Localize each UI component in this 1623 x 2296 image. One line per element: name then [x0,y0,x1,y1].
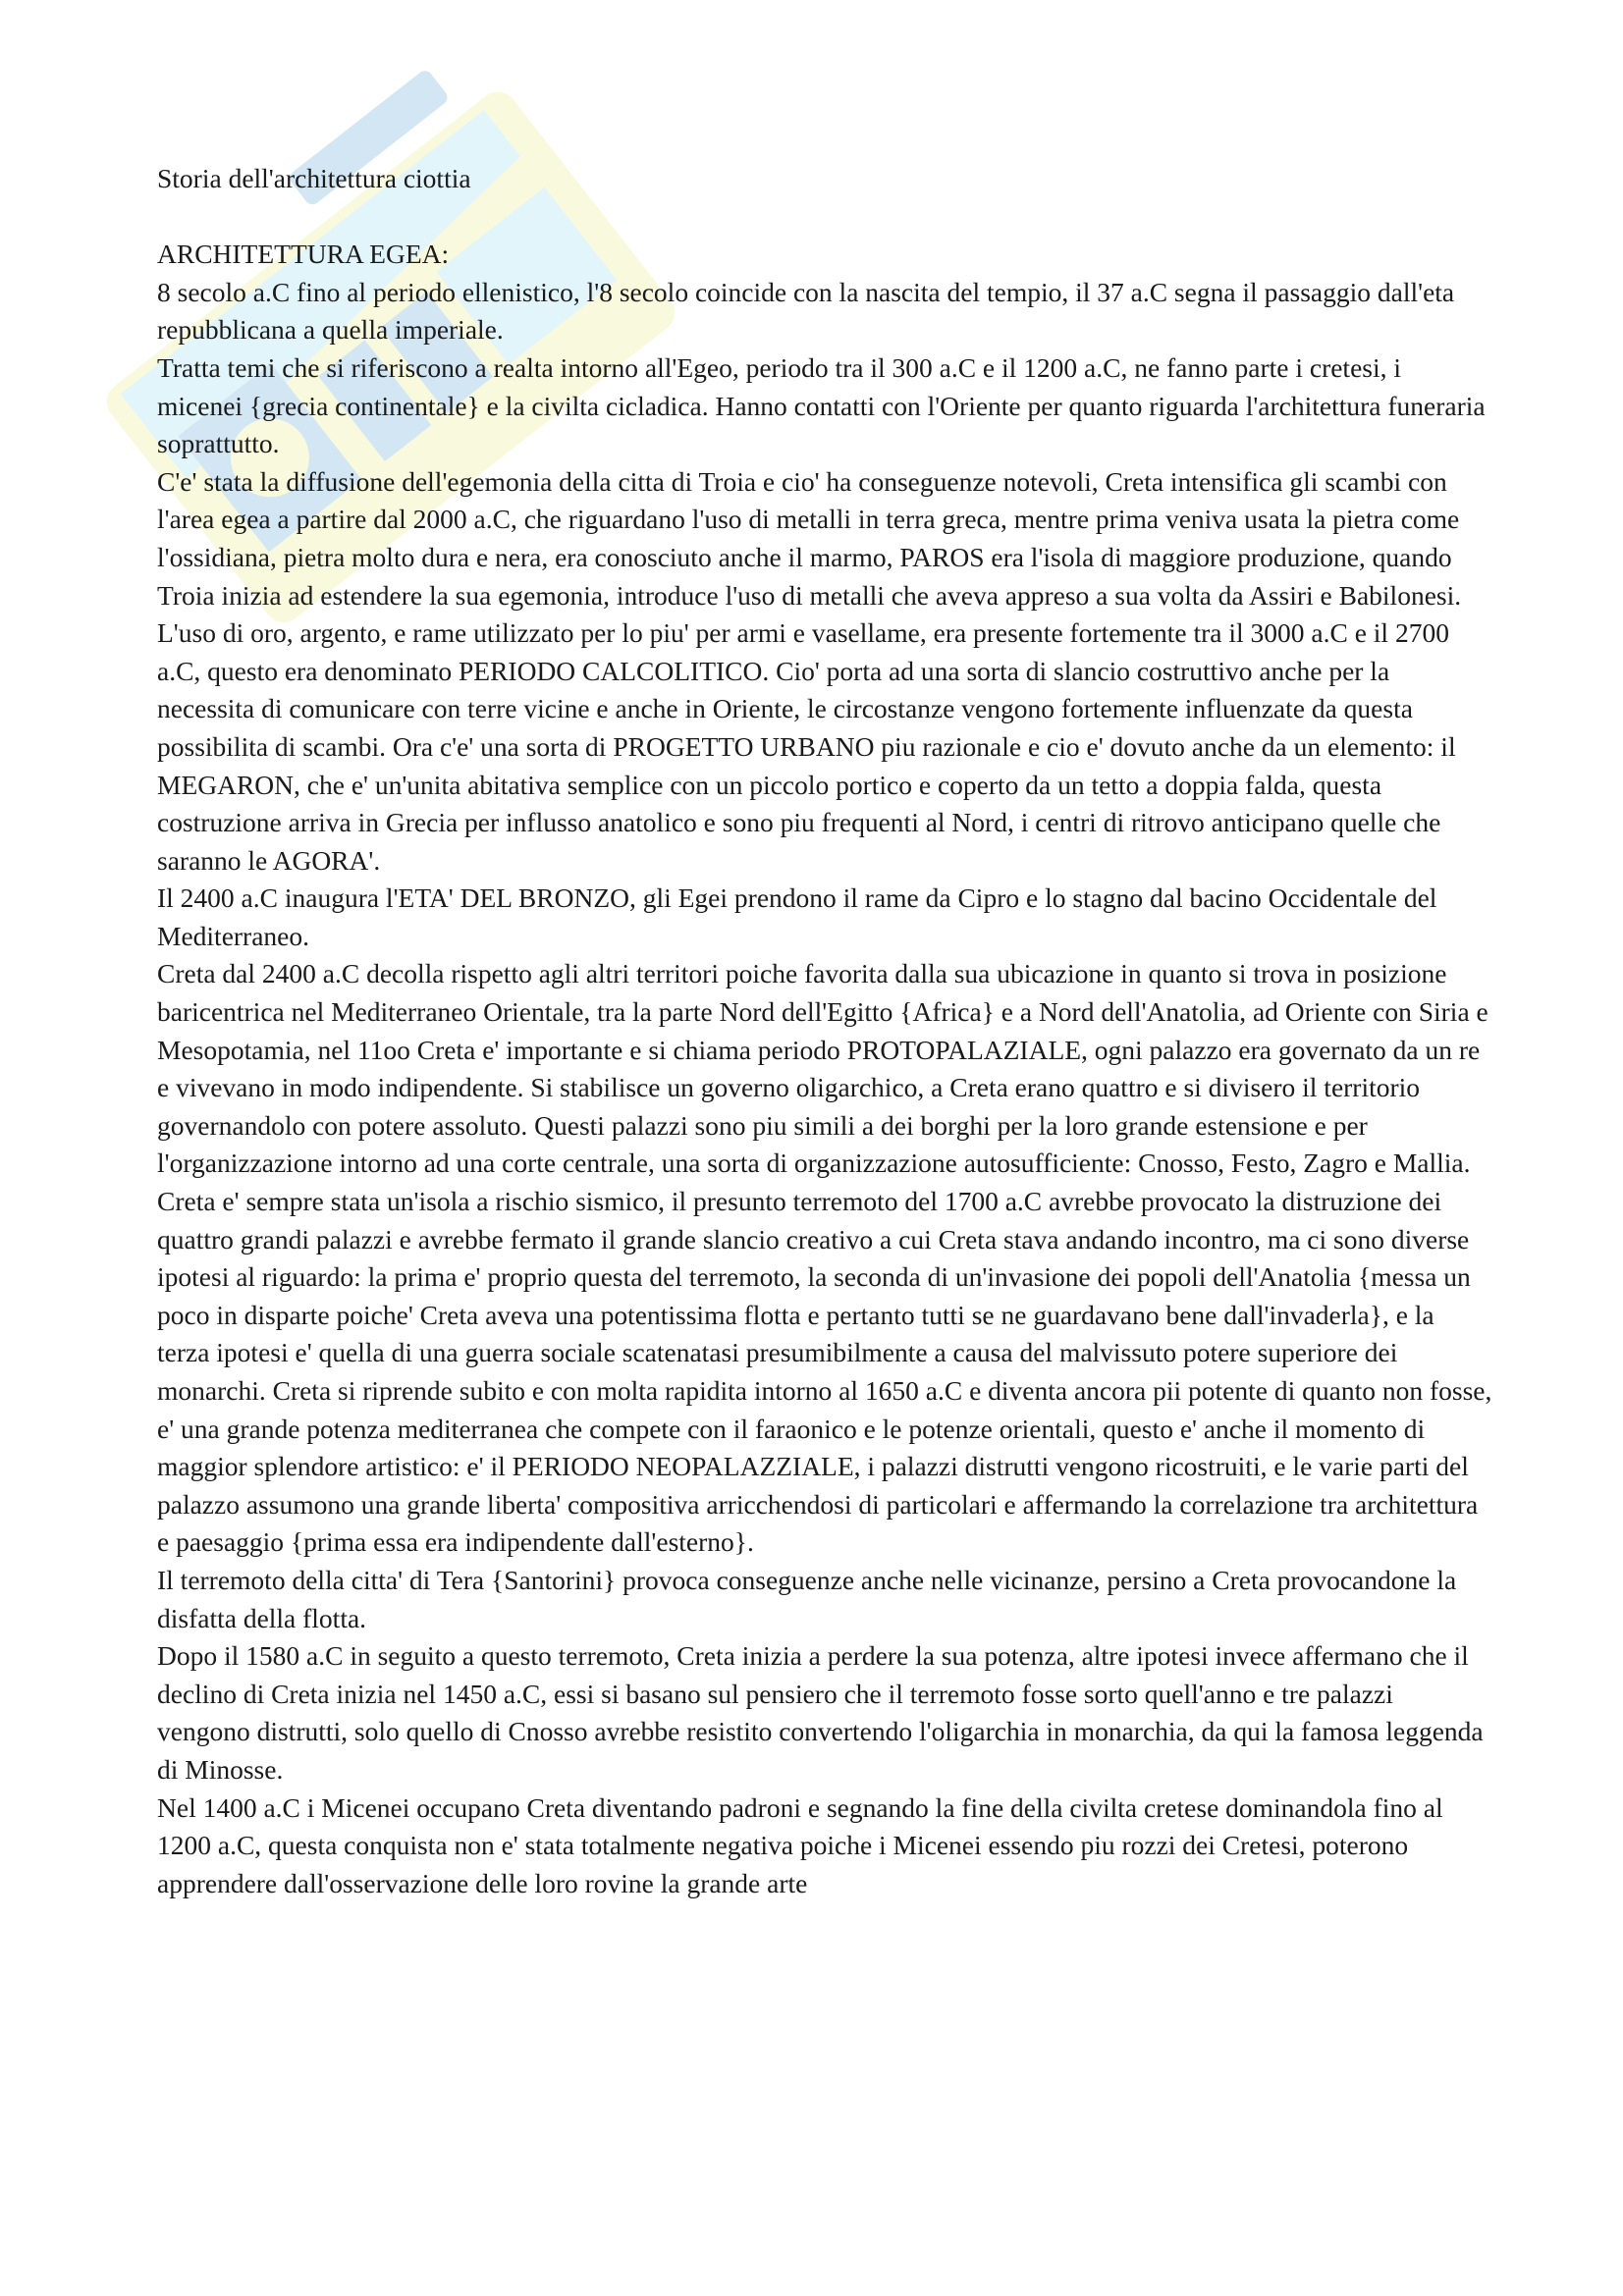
document-title: Storia dell'architettura ciottia [157,163,471,193]
paragraph: L'uso di oro, argento, e rame utilizzato per lo piu' per armi e vasellame, era presente fortemente tra il 3000 a.C e il 2700 a.C, questo era denominato PERIODO CALCOLITICO. Cio' porta ad una sorta di slancio costruttivo anche per la necessita di comunicare con terre vicine e anche in Oriente, le circostanze vengono fortemente influenzate da questa possibilita di scambi. Ora c'e' una sorta di PROGETTO URBANO piu razionale e cio e' dovuto anche da un elemento: il MEGARON, che e' un'unita abitativa semplice con un piccolo portico e coperto da un tetto a doppia falda, questa costruzione arriva in Grecia per influsso anatolico e sono piu frequenti al Nord, i centri di ritrovo anticipano quelle che saranno le AGORA'. [157,617,1456,876]
paragraph: C'e' stata la diffusione dell'egemonia della citta di Troia e cio' ha conseguenze notevoli, Creta intensifica gli scambi con l'area egea a partire dal 2000 a.C, che riguardano l'uso di metalli in terra greca, mentre prima veniva usata la pietra come l'ossidiana, pietra molto dura e nera, era conosciuto anche il marmo, PAROS era l'isola di maggiore produzione, quando Troia inizia ad estendere la sua egemonia, introduce l'uso di metalli che aveva appreso a sua volta da Assiri e Babilonesi. [157,465,1462,611]
document-body [157,160,1492,1902]
paragraph: Il terremoto della citta' di Tera {Santorini} provoca conseguenze anche nelle vicinanze, persino a Creta provocandone la disfatta della flotta. [157,1564,1457,1633]
paragraph: Creta dal 2400 a.C decolla rispetto agli altri territori poiche favorita dalla sua ubicazione in quanto si trova in posizione baricentrica nel Mediterraneo Orientale, tra la parte Nord dell'Egitto {Africa} e a Nord dell'Anatolia, ad Oriente con Siria e Mesopotamia, nel 11oo Creta e' importante e si chiama periodo PROTOPALAZIALE, ogni palazzo era governato da un re e vivevano in modo indipendente. Si stabilisce un governo oligarchico, a Creta erano quattro e si divisero il territorio governandolo con potere assoluto. Questi palazzi sono piu simili a dei borghi per la loro grande estensione e per l'organizzazione intorno ad una corte centrale, una sorta di organizzazione autosufficiente: Cnosso, Festo, Zagro e Mallia. [157,958,1488,1179]
paragraph: Tratta temi che si riferiscono a realta intorno all'Egeo, periodo tra il 300 a.C e il 1200 a.C, ne fanno parte i cretesi, i micenei {grecia continentale} e la civilta cicladica. Hanno contatti con l'Oriente per quanto riguarda l'architettura funeraria soprattutto. [157,351,1486,459]
section-heading: ARCHITETTURA EGEA: [157,239,450,270]
paragraph: Il 2400 a.C inaugura l'ETA' DEL BRONZO, gli Egei prendono il rame da Cipro e lo stagno dal bacino Occidentale del Mediterraneo. [157,882,1437,951]
paragraph: Creta e' sempre stata un'isola a rischio sismico, il presunto terremoto del 1700 a.C avrebbe provocato la distruzione dei quattro grandi palazzi e avrebbe fermato il grande slancio creativo a cui Creta stava andando incontro, ma ci sono diverse ipotesi al riguardo: la prima e' proprio questa del terremoto, la seconda di un'invasione dei popoli dell'Anatolia {messa un poco in disparte poiche' Creta aveva una potentissima flotta e pertanto tutti se ne guardavano bene dall'invaderla}, e la terza ipotesi e' quella di una guerra sociale scatenatasi presumibilmente a causa del malvissuto potere superiore dei monarchi. Creta si riprende subito e con molta rapidita intorno al 1650 a.C e diventa ancora pii potente di quanto non fosse, e' una grande potenza mediterranea che compete con il faraonico e le potenze orientali, questo e' anche il momento di maggior splendore artistico: e' il PERIODO NEOPALAZZIALE, i palazzi distrutti vengono ricostruiti, e le varie parti del palazzo assumono una grande liberta' compositiva arricchendosi di particolari e affermando la correlazione tra architettura e paesaggio {prima essa era indipendente dall'esterno}. [157,1186,1492,1558]
paragraph: Dopo il 1580 a.C in seguito a questo terremoto, Creta inizia a perdere la sua potenza, altre ipotesi invece affermano che il declino di Creta inizia nel 1450 a.C, essi si basano sul pensiero che il terremoto fosse sorto quell'anno e tre palazzi vengono distrutti, solo quello di Cnosso avrebbe resistito convertendo l'oligarchia in monarchia, da qui la famosa leggenda di Minosse. [157,1640,1484,1785]
paragraph: 8 secolo a.C fino al periodo ellenistico, l'8 secolo coincide con la nascita del tempio, il 37 a.C segna il passaggio dall'eta repubblicana a quella imperiale. [157,276,1455,346]
paragraph: Nel 1400 a.C i Micenei occupano Creta diventando padroni e segnando la fine della civilta cretese dominandola fino al 1200 a.C, questa conquista non e' stata totalmente negativa poiche i Micenei essendo piu rozzi dei Cretesi, poterono apprendere dall'osservazione delle loro rovine la grande arte [157,1791,1443,1898]
